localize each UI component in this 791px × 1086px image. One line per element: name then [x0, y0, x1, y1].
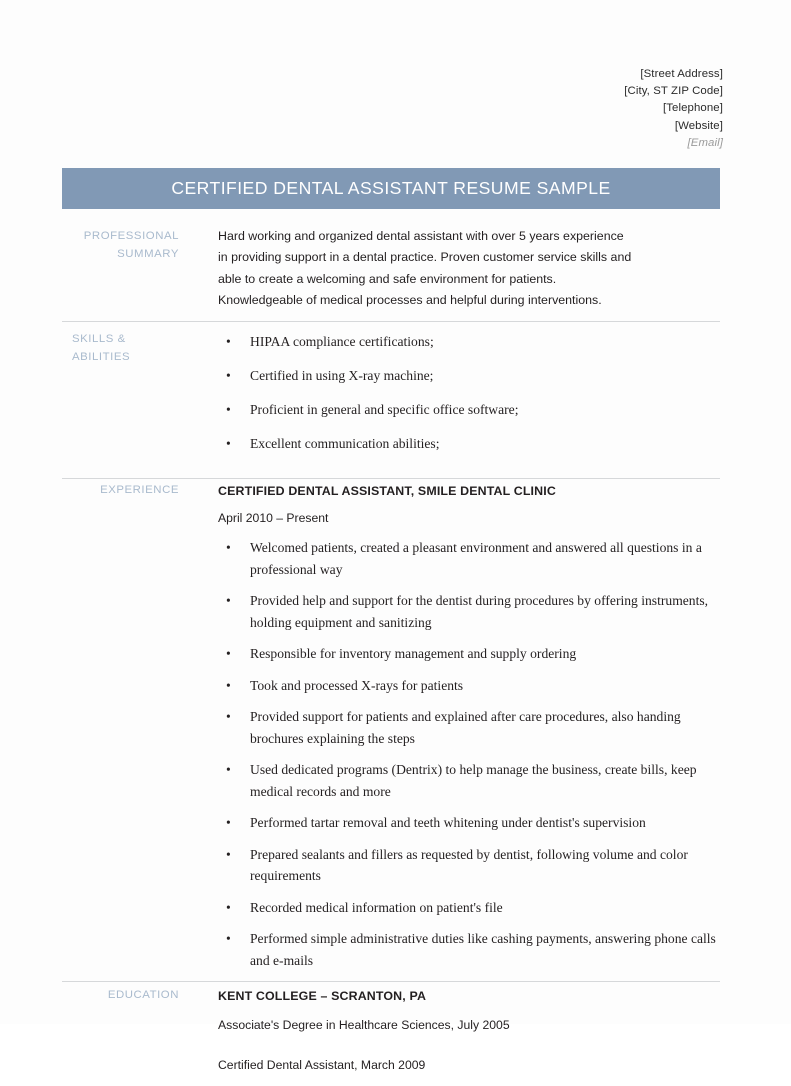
- resume-sections: [62, 226, 720, 1086]
- list-item: • Responsible for inventory management and supply ordering: [218, 643, 720, 665]
- experience-list: [218, 537, 720, 971]
- experience-label-col: [62, 479, 185, 510]
- section-professional-summary: [62, 226, 720, 321]
- contact-website: [Website]: [674, 119, 723, 132]
- contact-telephone: [Telephone]: [663, 102, 723, 115]
- list-item: • Certified in using X-ray machine;: [218, 365, 720, 387]
- list-item: • Recorded medical information on patient's file: [218, 897, 720, 919]
- section-label-summary-line2: SUMMARY: [117, 247, 179, 260]
- certification-line: Certified Dental Assistant, March 2009: [218, 1058, 426, 1073]
- section-experience: [62, 478, 720, 981]
- list-item: • Provided support for patients and explained after care procedures, also handing brochures explaining the steps: [218, 706, 720, 749]
- list-item: • Welcomed patients, created a pleasant environment and answered all questions in a professional way: [218, 537, 720, 580]
- list-item: • Performed simple administrative duties like cashing payments, answering phone calls and e-mails: [218, 928, 720, 971]
- section-label-skills: SKILLS & ABILITIES: [72, 333, 131, 363]
- resume-title-banner: [62, 168, 720, 209]
- section-education: [62, 981, 720, 1086]
- job-dates: April 2010 – Present: [218, 511, 329, 526]
- degree-line: Associate's Degree in Healthcare Sciences, July 2005: [218, 1018, 510, 1033]
- summary-line: Hard working and organized dental assistant with over 5 years experience: [218, 229, 624, 243]
- skills-content: [185, 322, 720, 478]
- summary-line: in providing support in a dental practice. Proven customer service skills and: [218, 250, 632, 265]
- page-title: CERTIFIED DENTAL ASSISTANT RESUME SAMPLE: [171, 178, 611, 198]
- summary-label-col: [62, 226, 185, 263]
- list-item: • Excellent communication abilities;: [218, 433, 720, 455]
- summary-content: [185, 226, 720, 321]
- summary-line: Knowledgeable of medical processes and helpful during interventions.: [218, 292, 602, 307]
- contact-email: [Email]: [687, 136, 723, 149]
- education-content: [185, 982, 720, 1086]
- section-label-experience: EXPERIENCE: [100, 484, 179, 497]
- skills-label-col: [62, 322, 185, 377]
- summary-line: able to create a welcoming and safe environment for patients.: [218, 271, 557, 286]
- list-item: • Provided help and support for the dentist during procedures by offering instruments, holding equipment and sanitizing: [218, 590, 720, 633]
- section-label-summary-line1: PROFESSIONAL: [83, 230, 179, 242]
- list-item: • Took and processed X-rays for patients: [218, 675, 720, 697]
- skills-list: [218, 331, 720, 455]
- list-item: • Proficient in general and specific office software;: [218, 399, 720, 421]
- school-name: KENT COLLEGE – SCRANTON, PA: [218, 989, 427, 1004]
- contact-header: [624, 66, 723, 152]
- list-item: • HIPAA compliance certifications;: [218, 331, 720, 353]
- contact-city-state-zip: [City, ST ZIP Code]: [624, 85, 723, 98]
- contact-street: [Street Address]: [640, 68, 723, 80]
- experience-content: [185, 479, 720, 981]
- list-item: • Prepared sealants and fillers as requested by dentist, following volume and color requirements: [218, 844, 720, 887]
- education-label-col: [62, 982, 185, 1017]
- list-item: • Performed tartar removal and teeth whitening under dentist's supervision: [218, 812, 720, 834]
- section-label-education: EDUCATION: [107, 989, 179, 1002]
- job-title: CERTIFIED DENTAL ASSISTANT, SMILE DENTAL CLINIC: [218, 484, 556, 499]
- section-skills-abilities: [62, 321, 720, 478]
- list-item: • Used dedicated programs (Dentrix) to help manage the business, create bills, keep medical records and more: [218, 759, 720, 802]
